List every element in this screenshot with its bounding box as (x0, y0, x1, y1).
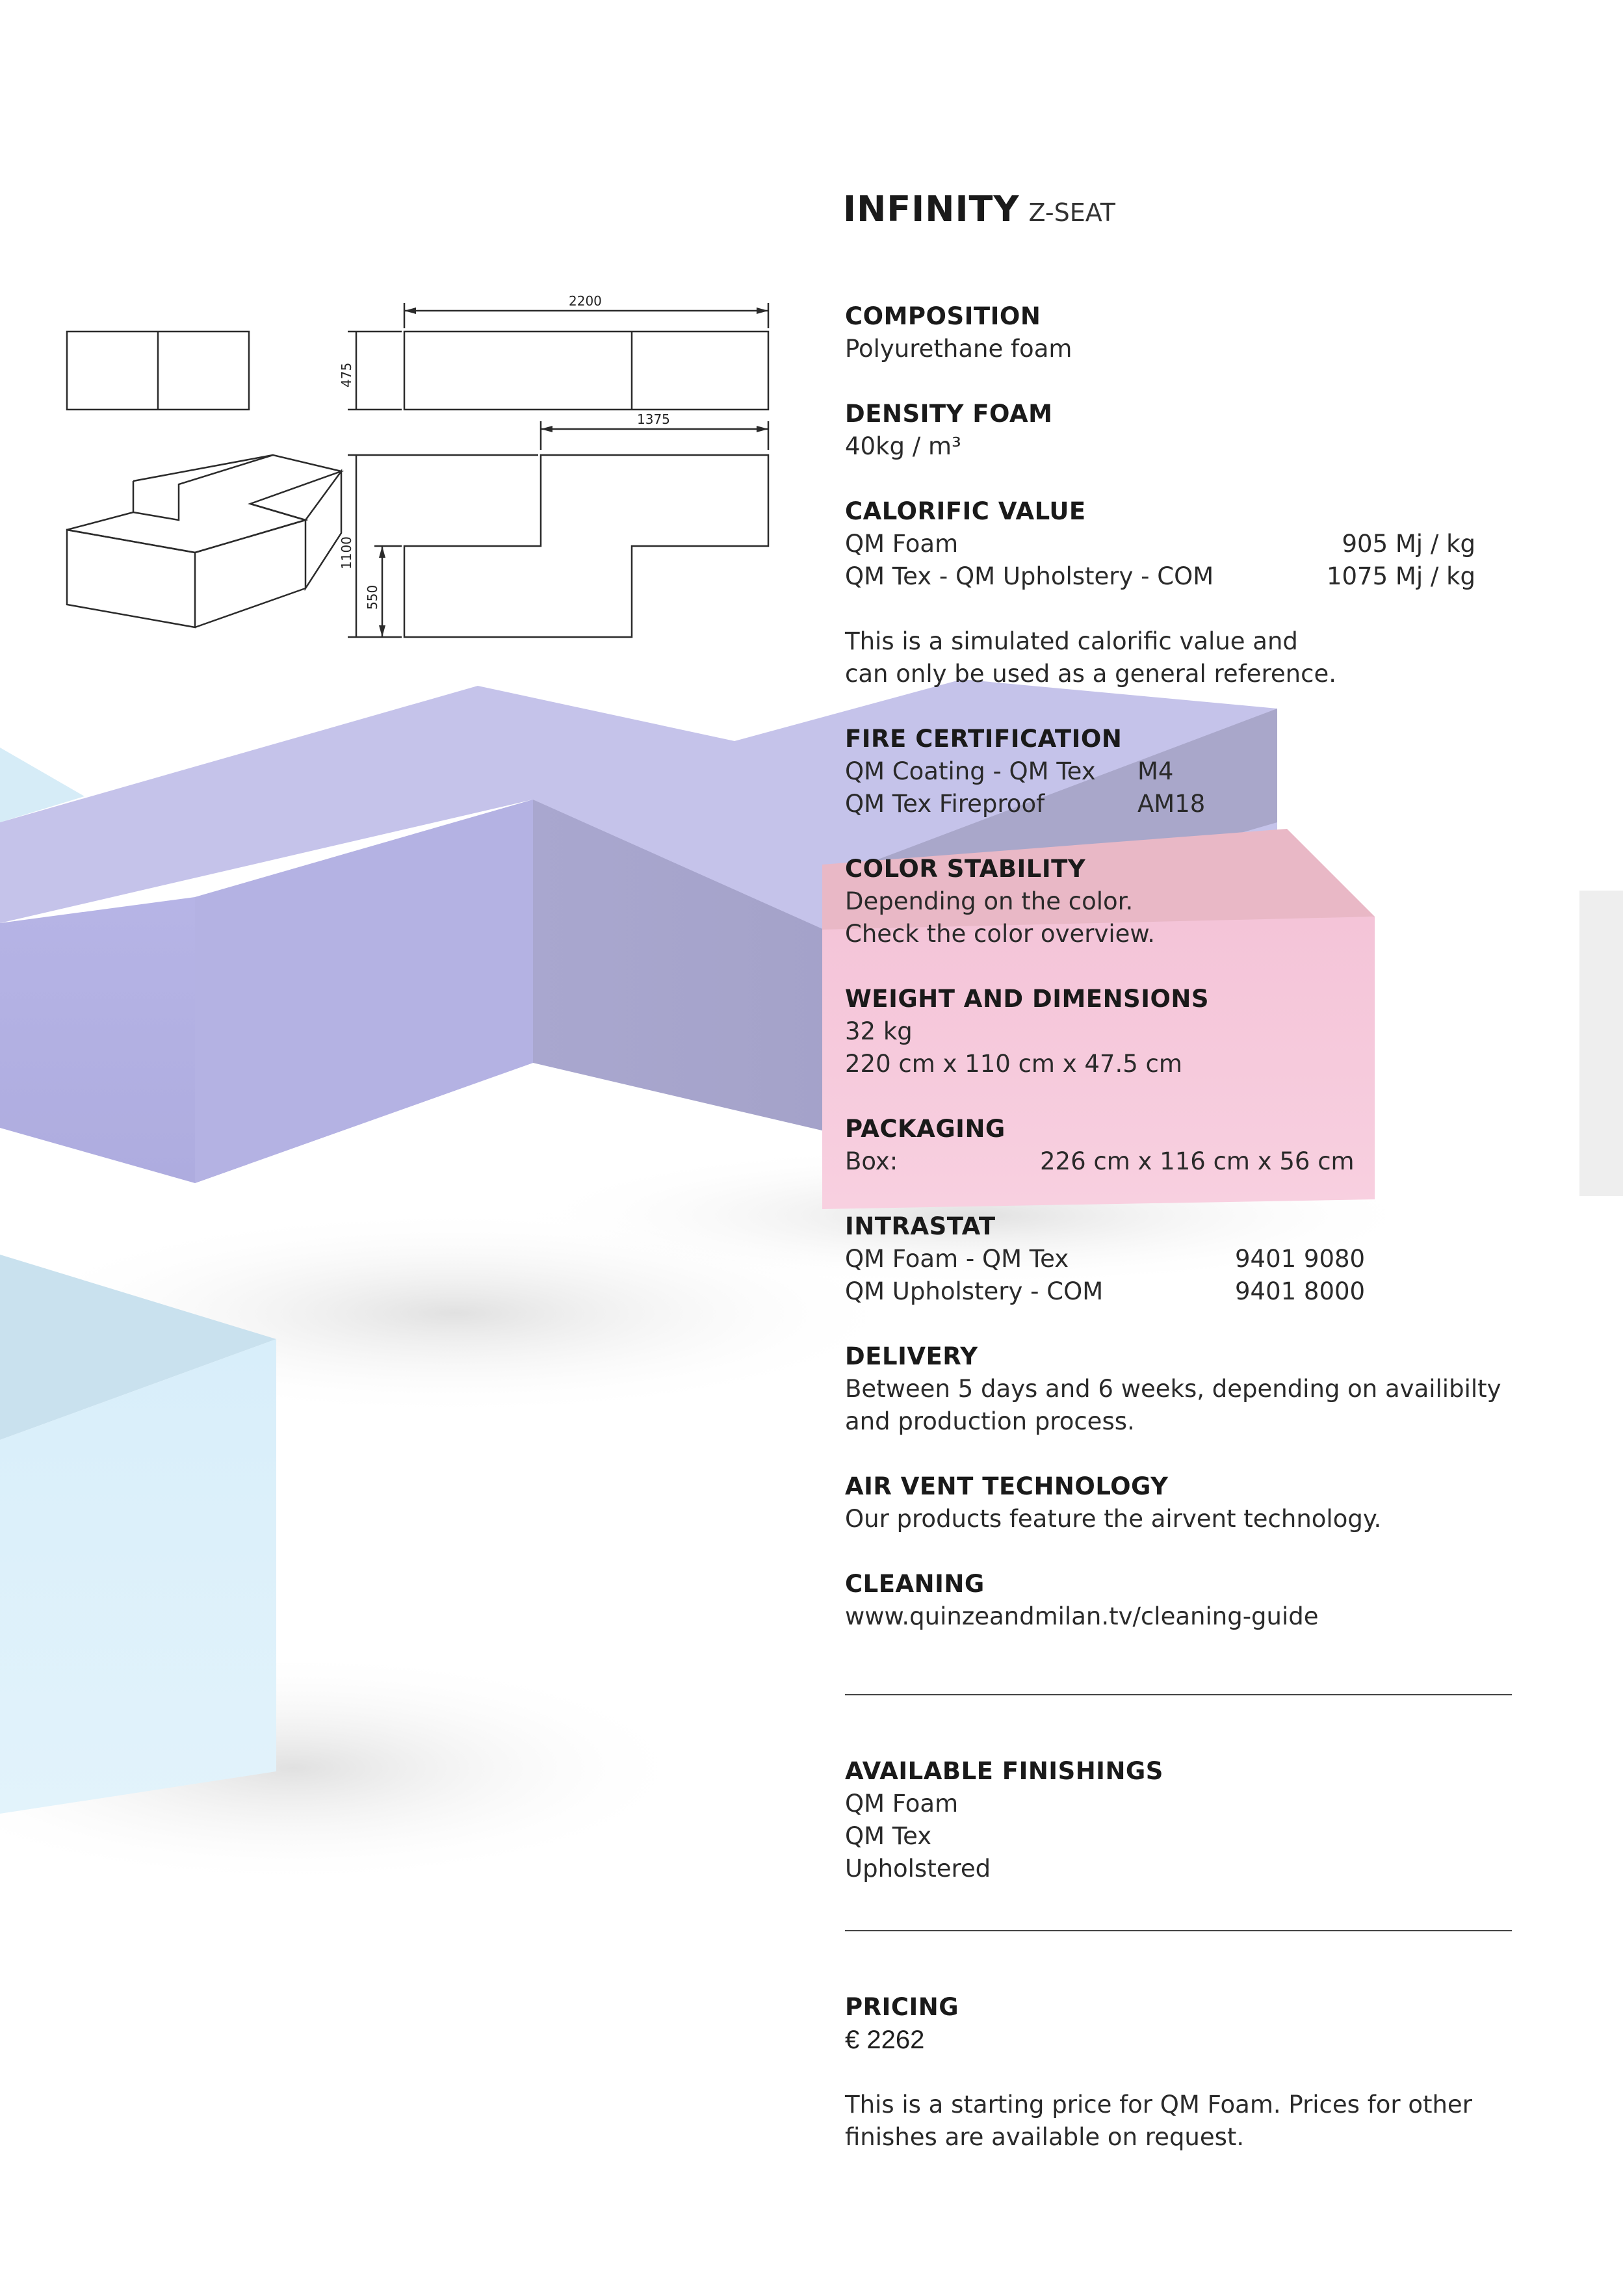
section-composition (845, 300, 1514, 365)
fire-value: M4 (1137, 757, 1174, 785)
section-density (845, 398, 1514, 463)
section-heading: COLOR STABILITY (845, 855, 1086, 883)
section-finishings (845, 1755, 1514, 1885)
dim-step-label: 1375 (637, 411, 670, 427)
section-heading: AVAILABLE FINISHINGS (845, 1757, 1163, 1785)
delivery-text: and production process. (845, 1407, 1135, 1435)
color-stability-text: Check the color overview. (845, 920, 1156, 948)
section-calorific (845, 495, 1514, 690)
fire-row (845, 788, 1514, 820)
section-color-stability (845, 853, 1514, 950)
section-heading: INTRASTAT (845, 1212, 996, 1240)
calorific-row (845, 560, 1514, 593)
price-value: € 2262 (845, 2026, 925, 2054)
isometric-view (67, 455, 341, 627)
dim-seat-label: 550 (365, 584, 380, 610)
intrastat-row (845, 1275, 1514, 1308)
color-stability-text: Depending on the color. (845, 887, 1134, 915)
composition-value: Polyurethane foam (845, 335, 1072, 363)
section-heading: FIRE CERTIFICATION (845, 725, 1123, 753)
section-pricing (845, 1991, 1514, 2154)
dim-height-label: 475 (339, 362, 354, 387)
fire-label: QM Tex Fireproof (845, 790, 1045, 818)
section-air-vent (845, 1470, 1514, 1535)
intrastat-row (845, 1243, 1514, 1275)
intrastat-value: 9401 9080 (1235, 1245, 1366, 1273)
section-weight (845, 983, 1514, 1080)
intrastat-label: QM Foam - QM Tex (845, 1245, 1069, 1273)
calorific-value: 905 Mj / kg (1342, 530, 1475, 558)
pricing-note: finishes are available on request. (845, 2123, 1245, 2151)
section-heading: PACKAGING (845, 1115, 1006, 1143)
calorific-note: This is a simulated calorific value and (845, 627, 1298, 655)
fire-row (845, 755, 1514, 788)
fire-label: QM Coating - QM Tex (845, 757, 1096, 785)
weight-value: 32 kg (845, 1017, 913, 1045)
density-value: 40kg / m³ (845, 432, 961, 460)
finishing-item: QM Tex (845, 1822, 932, 1850)
calorific-note: can only be used as a general reference. (845, 660, 1336, 688)
finishing-item: Upholstered (845, 1855, 991, 1883)
section-packaging (845, 1113, 1514, 1178)
intrastat-value: 9401 8000 (1235, 1277, 1366, 1305)
cleaning-link[interactable]: www.quinzeandmilan.tv/cleaning-guide (845, 1602, 1319, 1630)
packaging-label: Box: (845, 1147, 898, 1175)
calorific-value: 1075 Mj / kg (1326, 562, 1475, 590)
section-delivery (845, 1340, 1514, 1438)
dim-depth-label: 1100 (339, 536, 354, 569)
pricing-note: This is a starting price for QM Foam. Prices for other (845, 2091, 1472, 2119)
section-heading: CLEANING (845, 1570, 985, 1598)
product-subtitle: Z-SEAT (1028, 198, 1115, 227)
section-heading: PRICING (845, 1993, 959, 2021)
dimensions-value: 220 cm x 110 cm x 47.5 cm (845, 1050, 1182, 1078)
section-heading: DELIVERY (845, 1342, 978, 1370)
section-heading: WEIGHT AND DIMENSIONS (845, 985, 1210, 1013)
air-vent-text: Our products feature the airvent technology. (845, 1505, 1382, 1533)
product-name: INFINITY (843, 189, 1020, 229)
intrastat-label: QM Upholstery - COM (845, 1277, 1104, 1305)
finishing-item: QM Foam (845, 1790, 959, 1818)
section-heading: AIR VENT TECHNOLOGY (845, 1472, 1169, 1500)
section-heading: COMPOSITION (845, 302, 1041, 330)
section-fire (845, 723, 1514, 820)
section-cleaning (845, 1568, 1514, 1633)
side-view (404, 332, 768, 410)
calorific-label: QM Foam (845, 530, 959, 558)
section-heading: DENSITY FOAM (845, 400, 1053, 428)
calorific-label: QM Tex - QM Upholstery - COM (845, 562, 1214, 590)
packaging-row (845, 1145, 1514, 1178)
plan-view (404, 455, 768, 637)
packaging-value: 226 cm x 116 cm x 56 cm (1040, 1147, 1355, 1175)
divider (845, 1930, 1512, 1931)
section-intrastat (845, 1210, 1514, 1308)
fire-value: AM18 (1137, 790, 1206, 818)
calorific-row (845, 528, 1514, 560)
delivery-text: Between 5 days and 6 weeks, depending on availibilty (845, 1375, 1501, 1403)
divider (845, 1694, 1512, 1695)
section-heading: CALORIFIC VALUE (845, 497, 1086, 525)
dim-width-label: 2200 (569, 293, 602, 309)
page-title (843, 189, 1115, 229)
